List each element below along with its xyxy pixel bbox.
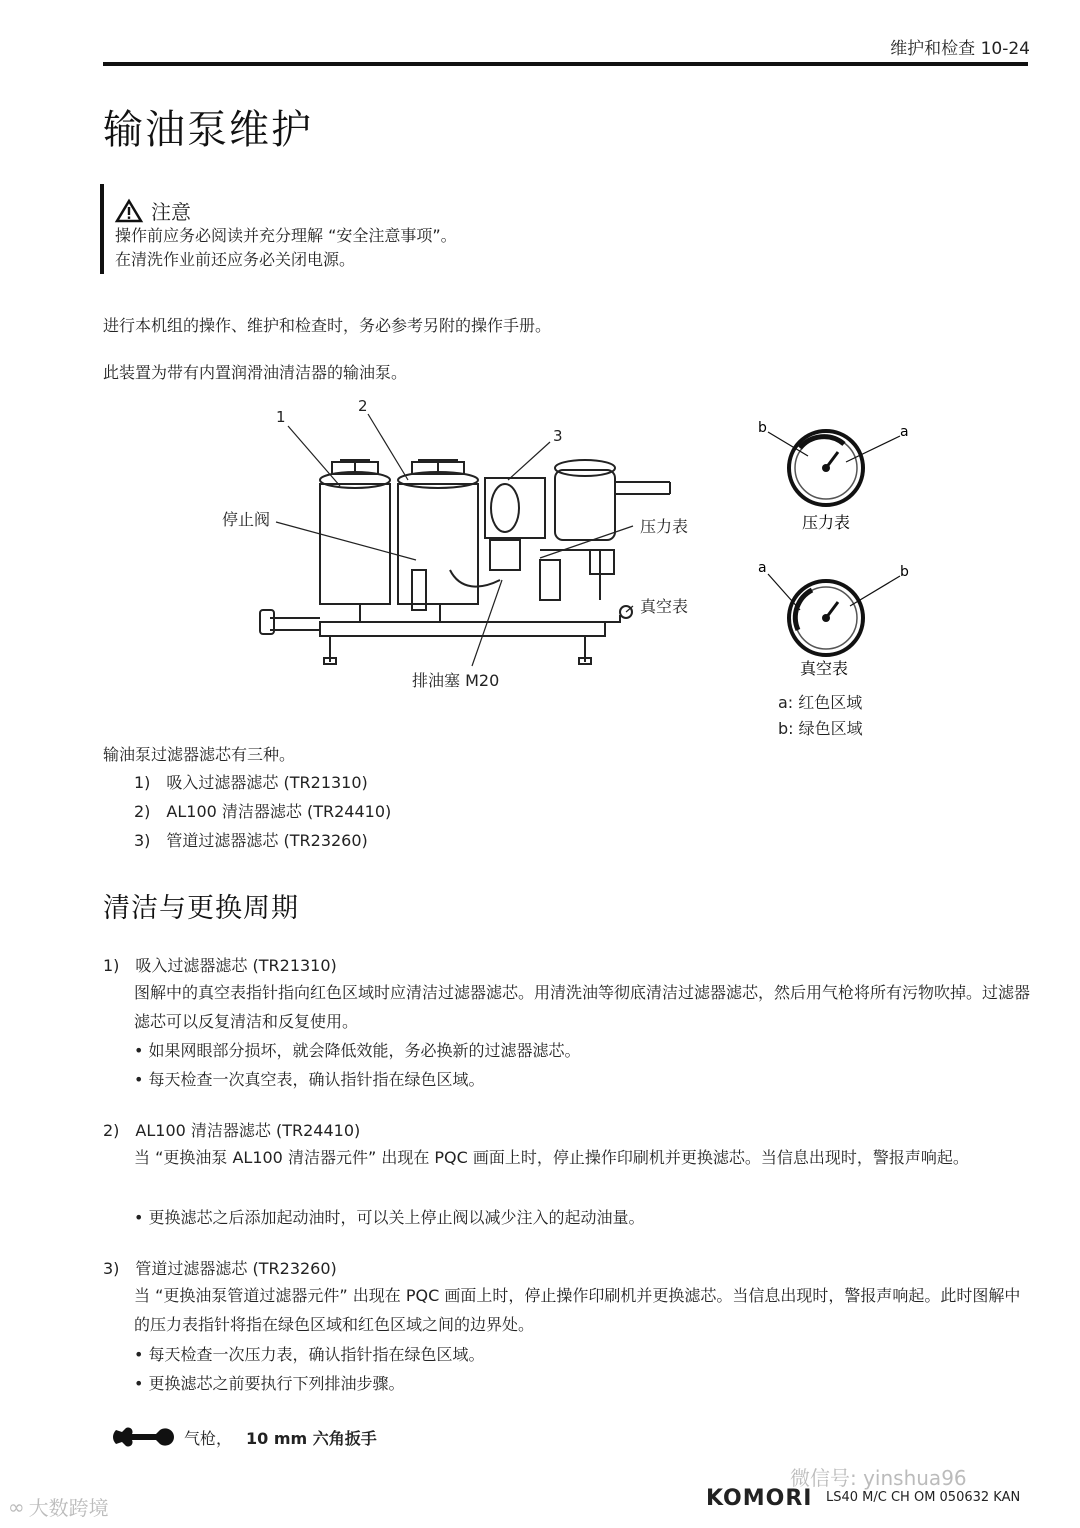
entry-2-bullet-1: • 更换滤芯之后添加起动油时，可以关上停止阀以减少注入的起动油量。 (134, 1208, 645, 1227)
footer-code: LS40 M/C CH OM 050632 KAN (826, 1490, 1021, 1505)
intro-line-2: 此装置为带有内置润滑油清洁器的输油泵。 (103, 363, 408, 382)
caution-heading (115, 196, 191, 225)
pressure-mark-b: b (758, 420, 767, 436)
brand-watermark-text: 大数跨境 (28, 1496, 109, 1520)
warning-icon (115, 199, 143, 223)
entry-2-heading: 2) AL100 清洁器滤芯 (TR24410) (103, 1121, 361, 1140)
pressure-gauge-caption: 压力表 (802, 513, 851, 532)
label-stop-valve: 停止阀 (222, 510, 271, 529)
entry-3-heading: 3) 管道过滤器滤芯 (TR23260) (103, 1259, 337, 1278)
wechat-watermark: 微信号: yinshua96 (790, 1466, 967, 1490)
diagram-num-2: 2 (358, 397, 368, 415)
caution-bar (100, 184, 104, 274)
caution-line-1: 操作前应务必阅读并充分理解 “安全注意事项”。 (115, 226, 457, 245)
section-title: 清洁与更换周期 (103, 893, 299, 924)
pressure-mark-a: a (900, 424, 909, 440)
brand-logo-icon: ∞ (8, 1494, 25, 1519)
label-vacuum-gauge: 真空表 (640, 597, 689, 616)
entry-2-text: 当 “更换油泵 AL100 清洁器元件” 出现在 PQC 画面上时，停止操作印刷机并更换滤芯。当信息出现时，警报声响起。 (134, 1148, 969, 1167)
entry-1-text: 图解中的真空表指针指向红色区域时应清洁过滤器滤芯。用清洗油等彻底清洁过滤器滤芯，然后用气枪将所有污物吹掉。过滤器滤芯可以反复清洁和反复使用。 (134, 983, 1031, 1031)
entry-1-bullet-2: • 每天检查一次真空表，确认指针指在绿色区域。 (134, 1070, 485, 1089)
caution-title: 注意 (151, 200, 191, 224)
entry-1-bullet-1: • 如果网眼部分损坏，就会降低效能，务必换新的过滤器滤芯。 (134, 1041, 581, 1060)
diagram-num-3: 3 (553, 427, 563, 445)
intro-line-1: 进行本机组的操作、维护和检查时，务必参考另附的操作手册。 (103, 316, 552, 335)
vacuum-mark-a: a (758, 560, 767, 576)
entry-3-bullet-2: • 更换滤芯之前要执行下列排油步骤。 (134, 1374, 405, 1393)
legend-a: a: 红色区域 (778, 693, 863, 712)
label-drain-plug: 排油塞 M20 (412, 671, 500, 690)
header-rule (103, 62, 1028, 66)
filter-item-3: 3) 管道过滤器滤芯 (TR23260) (134, 831, 368, 850)
header-section: 维护和检查 10-24 (890, 39, 1030, 59)
entry-3-text: 当 “更换油泵管道过滤器元件” 出现在 PQC 画面上时，停止操作印刷机并更换滤芯。当信息出现时，警报声响起。此时图解中的压力表指针将指在绿色区域和红色区域之间的边界处。 (134, 1286, 1021, 1334)
wrench-icon (110, 1422, 178, 1452)
tool-hex-wrench: 10 mm 六角扳手 (246, 1428, 377, 1448)
diagram-num-1: 1 (276, 408, 286, 426)
vacuum-mark-b: b (900, 564, 909, 580)
pressure-gauge-diagram (750, 418, 920, 538)
legend-b: b: 绿色区域 (778, 719, 863, 738)
filter-item-1: 1) 吸入过滤器滤芯 (TR21310) (134, 773, 368, 792)
label-pressure-gauge: 压力表 (640, 517, 689, 536)
brand-watermark (8, 1492, 109, 1521)
filter-item-2: 2) AL100 清洁器滤芯 (TR24410) (134, 802, 392, 821)
page-title: 输油泵维护 (103, 107, 313, 153)
tool-air-gun: 气枪， (184, 1428, 233, 1448)
filters-intro: 输油泵过滤器滤芯有三种。 (103, 745, 296, 764)
vacuum-gauge-caption: 真空表 (800, 659, 849, 678)
entry-3-bullet-1: • 每天检查一次压力表，确认指针指在绿色区域。 (134, 1345, 485, 1364)
pump-diagram (222, 397, 700, 700)
entry-1-heading: 1) 吸入过滤器滤芯 (TR21310) (103, 956, 337, 975)
footer-logo: KOMORI (706, 1486, 813, 1511)
caution-line-2: 在清洗作业前还应务必关闭电源。 (115, 250, 356, 269)
tools-line (110, 1422, 377, 1452)
vacuum-gauge-diagram (750, 558, 920, 682)
